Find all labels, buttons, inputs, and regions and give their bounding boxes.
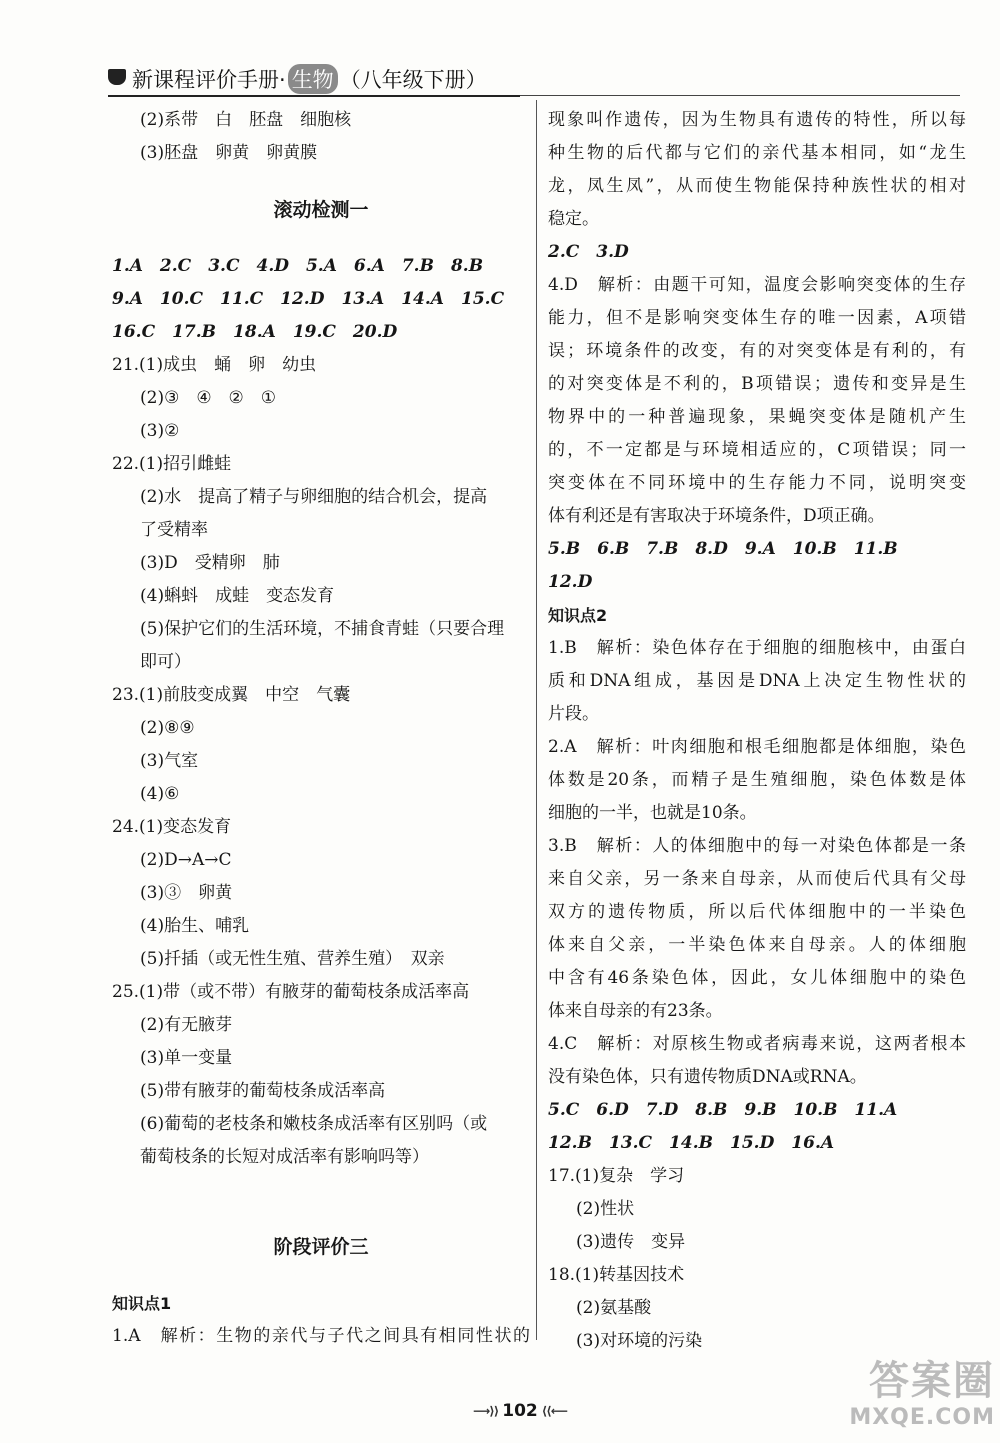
explanation-line: 的对突变体是不利的，B项错误；遗传和变异是生 [548,374,966,394]
knowledge-point-heading: 知识点2 [548,606,608,625]
sub-answer-line: (2)③ ④ ② ① [140,388,277,408]
answer-line: 没有染色体，只有遗传物质DNA或RNA。 [548,1067,867,1087]
answer-line: 25.(1)带（或不带）有腋芽的葡萄枝条成活率高 [112,982,470,1002]
right-ornament-icon: ⟨⟨⟵ [541,1404,567,1418]
page-number: 102 [502,1401,538,1421]
sub-answer-line: (3)单一变量 [140,1048,233,1068]
explanation-line: 中含有46条染色体，因此，女儿体细胞中的染色 [548,968,966,988]
sub-answer-line: (4)胎生、哺乳 [140,916,250,936]
explanation-line: 1.B 解析：染色体存在于细胞的细胞核中，由蛋白 [548,638,966,658]
sub-answer-line: (6)葡萄的老枝条和嫩枝条成活率有区别吗（或 [140,1114,488,1134]
answer-key-line: 16.C 17.B 18.A 19.C 20.D [112,322,398,342]
running-header [108,60,520,98]
explanation-line: 的，不一定都是与环境相适应的，C项错误；同一 [548,440,966,460]
explanation-line: 2.A 解析：叶肉细胞和根毛细胞都是体细胞，染色 [548,737,966,757]
sub-answer-line: 葡萄枝条的长短对成活率有影响吗等） [140,1147,429,1167]
explanation-line: 龙，凤生凤”，从而使生物能保持种族性状的相对 [548,176,966,196]
sub-answer-line: (2)D→A→C [140,850,232,870]
explanation-line: 体数是20条，而精子是生殖细胞，染色体数是体 [548,770,966,790]
sub-answer-line: (2)系带 白 胚盘 细胞核 [140,110,352,130]
spacer [112,1174,530,1207]
sub-answer-line: (3)③ 卵黄 [140,883,233,903]
explanation-line: 突变体在不同环境中的生存能力不同，说明突变 [548,473,966,493]
explanation-line: 4.D 解析：由题干可知，温度会影响突变体的生存 [548,275,966,295]
sub-answer-line: (3)D 受精卵 肺 [140,553,280,573]
sub-answer-line: (2)水 提高了精子与卵细胞的结合机会，提高 [140,487,488,507]
watermark-site: MXQE.COM [849,1405,995,1430]
section-title: 滚动检测一 [273,199,369,221]
explanation-line: 能力，但不是影响突变体生存的唯一因素，A项错 [548,308,966,328]
answer-line: 体来自母亲的有23条。 [548,1001,723,1021]
left-column [112,104,530,1353]
section-title: 阶段评价三 [273,1236,369,1258]
sub-answer-line: (5)保护它们的生活环境，不捕食青蛙（只要合理 [140,619,505,639]
sub-answer-line: (2)氨基酸 [576,1298,652,1318]
answer-key-line: 9.A 10.C 11.C 12.D 13.A 14.A 15.C [112,289,505,309]
explanation-line: 双方的遗传物质，所以后代体细胞中的一半染色 [548,902,966,922]
sub-answer-line: (5)带有腋芽的葡萄枝条成活率高 [140,1081,386,1101]
explanation-line: 3.B 解析：人的体细胞中的每一对染色体都是一条 [548,836,966,856]
answer-line: 23.(1)前肢变成翼 中空 气囊 [112,685,351,705]
answer-line: 22.(1)招引雌蛙 [112,454,232,474]
explanation-line: 误；环境条件的改变，有的对突变体是有利的，有 [548,341,966,361]
answer-key-line: 5.B 6.B 7.B 8.D 9.A 10.B 11.B [548,539,898,559]
watermark-logo: 答案圈 [869,1358,995,1404]
answer-key-line: 2.C 3.D [548,242,629,262]
answer-line: 细胞的一半，也就是10条。 [548,803,757,823]
answer-line: 21.(1)成虫 蛹 卵 幼虫 [112,355,317,375]
answer-line: 体有利还是有害取决于环境条件，D项正确。 [548,506,885,526]
knowledge-point-heading: 知识点1 [112,1294,172,1313]
sub-answer-line: (3)胚盘 卵黄 卵黄膜 [140,143,318,163]
sub-answer-line: 即可） [140,652,191,672]
explanation-line: 种生物的后代都与它们的亲代基本相同，如“龙生 [548,143,966,163]
explanation-line: 现象叫作遗传，因为生物具有遗传的特性，所以每 [548,110,966,130]
header-rule [108,95,520,97]
book-icon [108,69,126,85]
answer-line: 17.(1)复杂 学习 [548,1166,685,1186]
sub-answer-line: (2)⑧⑨ [140,718,195,738]
answer-key-line: 12.B 13.C 14.B 15.D 16.A [548,1133,835,1153]
explanation-line: 1.A 解析：生物的亲代与子代之间具有相同性状的 [112,1326,530,1346]
sub-answer-line: (4)蝌蚪 成蛙 变态发育 [140,586,335,606]
column-divider [536,100,537,1340]
answer-key-line: 12.D [548,572,593,592]
header-rule-right [520,95,960,96]
explanation-line: 物界中的一种普遍现象，果蝇突变体是随机产生 [548,407,966,427]
explanation-line: 4.C 解析：对原核生物或者病毒来说，这两者根本 [548,1034,966,1054]
sub-answer-line: (3)遗传 变异 [576,1232,686,1252]
header-suffix: （八年级下册） [339,68,487,92]
sub-answer-line: (4)⑥ [140,784,180,804]
explanation-line: 来自父亲，另一条来自母亲，从而使后代具有父母 [548,869,966,889]
answer-line: 片段。 [548,704,599,724]
left-ornament-icon: ⟶⟩⟩ [473,1404,499,1418]
watermark [800,1358,995,1438]
sub-answer-line: (2)有无腋芽 [140,1015,233,1035]
answer-key-line: 1.A 2.C 3.C 4.D 5.A 6.A 7.B 8.B [112,256,484,276]
sub-answer-line: (2)性状 [576,1199,635,1219]
sub-answer-line: 了受精率 [140,520,208,540]
sub-answer-line: (3)② [140,421,180,441]
answer-line: 18.(1)转基因技术 [548,1265,685,1285]
header-subject: 生物 [288,64,338,94]
sub-answer-line: (5)扦插（或无性生殖、营养生殖） 双亲 [140,949,445,969]
sub-answer-line: (3)对环境的污染 [576,1331,703,1351]
answer-line: 24.(1)变态发育 [112,817,232,837]
page-footer [440,1396,600,1426]
explanation-line: 体来自父亲，一半染色体来自母亲。人的体细胞 [548,935,966,955]
header-prefix: 新课程评价手册· [132,68,286,92]
answer-key-line: 5.C 6.D 7.D 8.B 9.B 10.B 11.A [548,1100,898,1120]
right-column [548,104,966,1358]
sub-answer-line: (3)气室 [140,751,199,771]
answer-line: 稳定。 [548,209,599,229]
explanation-line: 质和DNA组成，基因是DNA上决定生物性状的 [548,671,966,691]
